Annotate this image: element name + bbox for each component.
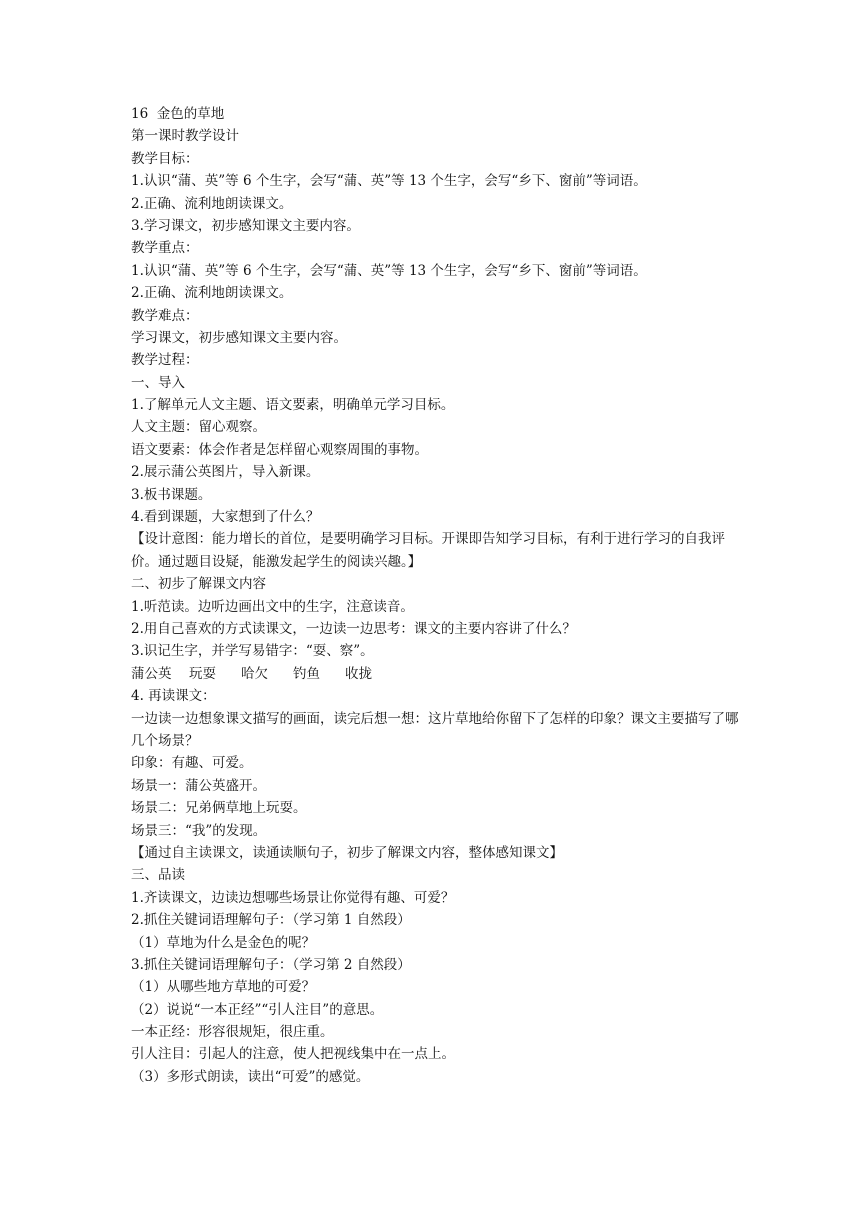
section-heading: 教学目标： — [131, 150, 199, 167]
text-line: （3）多形式朗读，读出“可爱”的感觉。 — [131, 1068, 370, 1085]
vocab-word: 哈欠 — [241, 665, 268, 682]
text-line: 2.正确、流利地朗读课文。 — [131, 195, 293, 212]
section-heading: 教学过程： — [131, 352, 199, 369]
lesson-title: 16 金色的草地 — [131, 106, 225, 122]
text-line: 1.齐读课文，边读边想哪些场景让你觉得有趣、可爱？ — [131, 889, 455, 906]
text-line: 4. 再读课文： — [131, 688, 216, 705]
section-heading: 二、初步了解课文内容 — [131, 576, 266, 593]
text-line: 3.板书课题。 — [131, 486, 212, 503]
section-heading: 三、品读 — [131, 867, 185, 884]
vocab-word: 钓鱼 — [293, 665, 320, 682]
text-line: 印象：有趣、可爱。 — [131, 755, 253, 772]
text-line: 学习课文，初步感知课文主要内容。 — [131, 329, 347, 346]
text-line: 2.抓住关键词语理解句子：（学习第 1 自然段） — [131, 912, 411, 929]
section-heading: 一、导入 — [131, 374, 185, 391]
section-heading: 教学难点： — [131, 307, 199, 324]
text-line: 3.学习课文，初步感知课文主要内容。 — [131, 217, 360, 234]
text-line: 语文要素：体会作者是怎样留心观察周围的事物。 — [131, 441, 428, 458]
text-line: 3.识记生字，并学写易错字：“耍、察”。 — [131, 643, 374, 660]
text-line: 2.正确、流利地朗读课文。 — [131, 285, 293, 302]
text-line: （1）草地为什么是金色的呢？ — [131, 934, 316, 951]
text-paragraph: 一边读一边想象课文描写的画面，读完后想一想：这片草地给你留下了怎样的印象？课文主要描写了哪几个场景？ — [131, 710, 739, 749]
text-line: 1.了解单元人文主题、语文要素，明确单元学习目标。 — [131, 397, 455, 414]
text-line: 一本正经：形容很规矩，很庄重。 — [131, 1024, 334, 1041]
text-line: 人文主题：留心观察。 — [131, 419, 266, 436]
vocab-word: 收拢 — [345, 665, 372, 682]
text-line: 4.看到课题，大家想到了什么？ — [131, 509, 320, 526]
vocab-word: 玩耍 — [189, 665, 216, 682]
document-body — [131, 103, 741, 1088]
text-line: 引人注目：引起人的注意，使人把视线集中在一点上。 — [131, 1046, 455, 1063]
text-line: 2.展示蒲公英图片，导入新课。 — [131, 464, 320, 481]
text-line: （1）从哪些地方草地的可爱？ — [131, 979, 316, 996]
text-line: 1.认识“蒲、英”等 6 个生字，会写“蒲、英”等 13 个生字，会写“乡下、窗前”等词语。 — [131, 262, 647, 279]
text-line: 1.认识“蒲、英”等 6 个生字，会写“蒲、英”等 13 个生字，会写“乡下、窗前”等词语。 — [131, 173, 647, 190]
text-line: 场景二：兄弟俩草地上玩耍。 — [131, 800, 307, 817]
vocab-word: 蒲公英 — [131, 665, 172, 682]
vocab-list — [131, 663, 741, 685]
text-line: 场景一：蒲公英盛开。 — [131, 777, 266, 794]
lesson-subtitle: 第一课时教学设计 — [131, 128, 239, 145]
section-heading: 教学重点： — [131, 240, 199, 257]
design-intent-note: 【设计意图：能力增长的首位，是要明确学习目标。开课即告知学习目标，有利于进行学习的自我评价。通过题目设疑，能激发起学生的阅读兴趣。】 — [131, 531, 725, 570]
text-line: 场景三：“我”的发现。 — [131, 822, 267, 839]
text-line: 3.抓住关键词语理解句子：（学习第 2 自然段） — [131, 956, 411, 973]
design-intent-note: 【通过自主读课文，读通读顺句子，初步了解课文内容，整体感知课文】 — [131, 844, 563, 861]
text-line: 1.听范读。边听边画出文中的生字，注意读音。 — [131, 598, 414, 615]
text-line: （2）说说“一本正经”“引人注目”的意思。 — [131, 1001, 384, 1018]
text-line: 2.用自己喜欢的方式读课文，一边读一边思考：课文的主要内容讲了什么？ — [131, 621, 576, 638]
